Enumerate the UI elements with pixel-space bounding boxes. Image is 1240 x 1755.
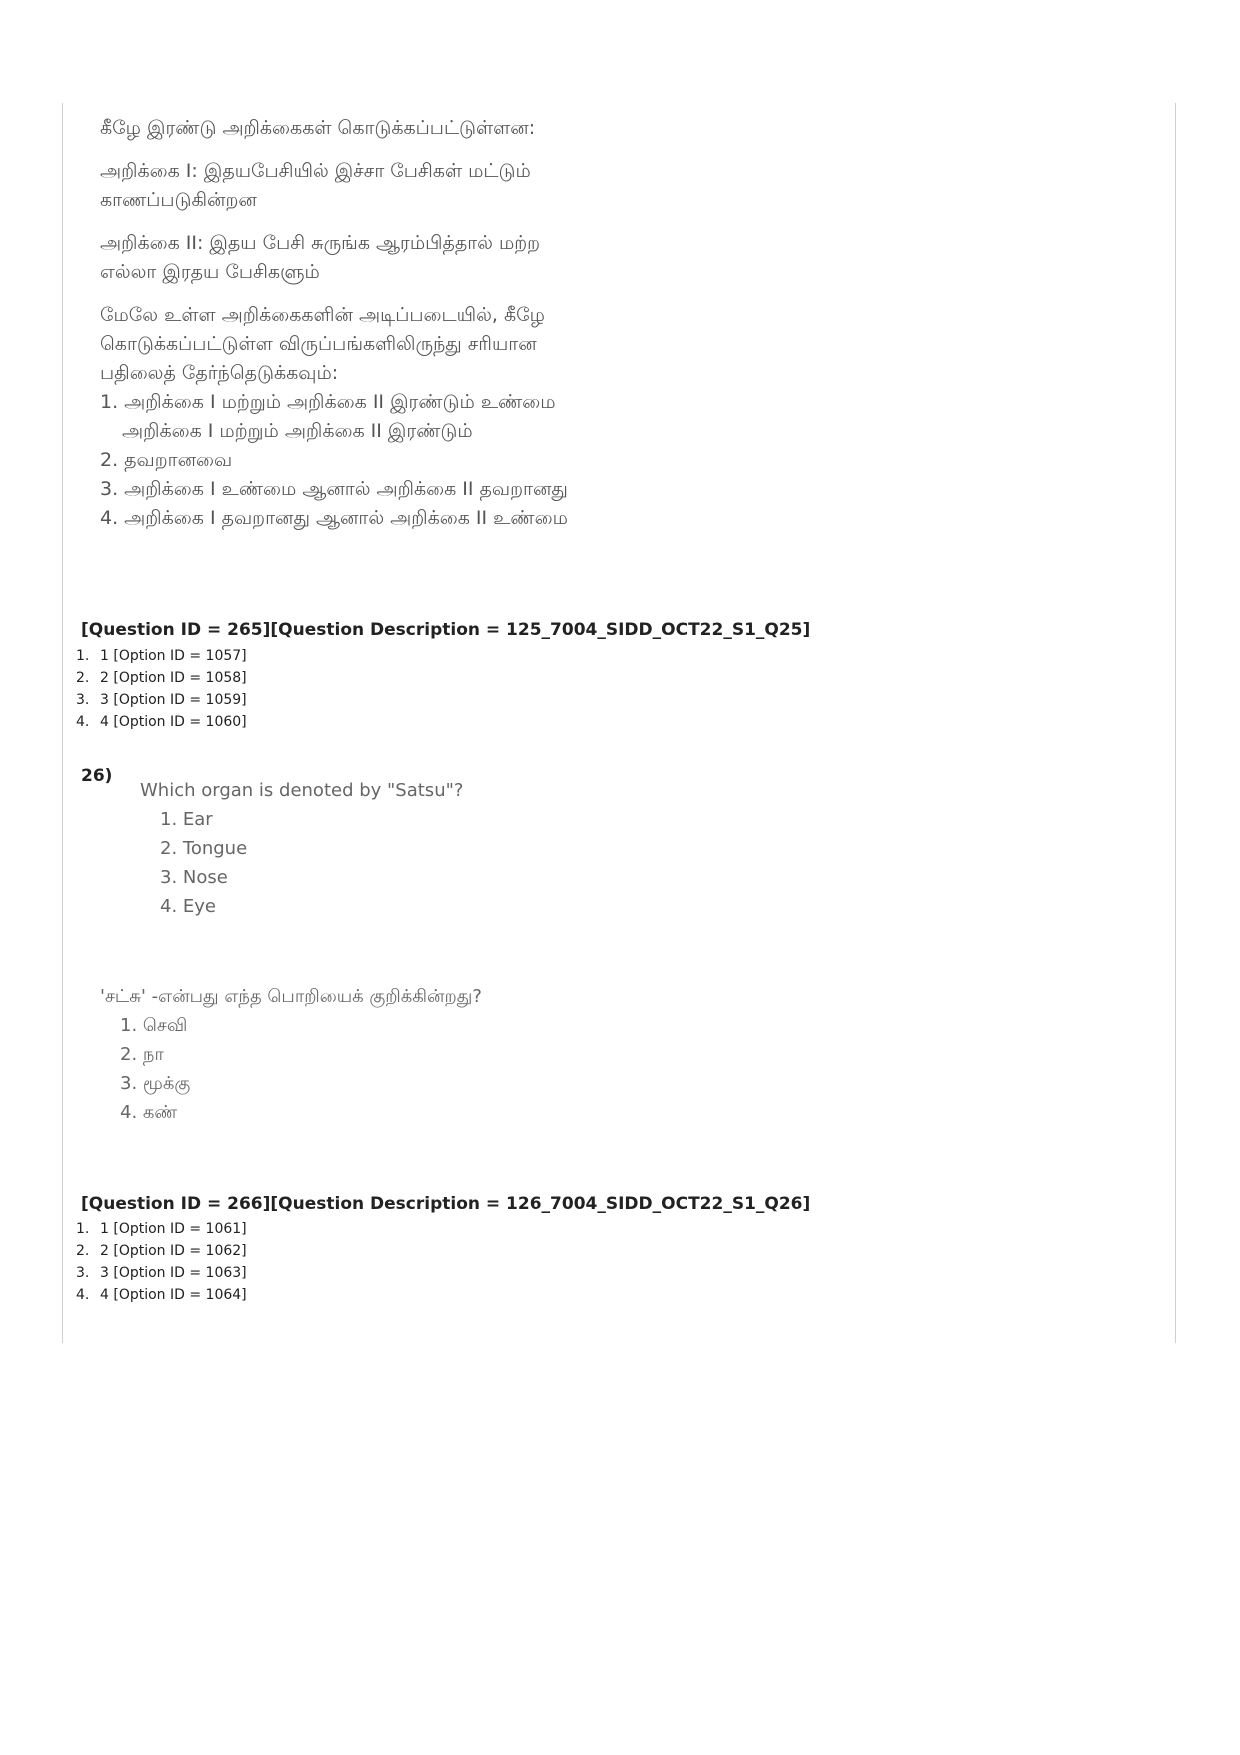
q26-english-choices bbox=[140, 805, 463, 921]
q26-meta: [Question ID = 266][Question Description = 126_7004_SIDD_OCT22_S1_Q26] bbox=[81, 1194, 811, 1214]
q25-option bbox=[76, 711, 247, 733]
q25-statement-1-line-1: அறிக்கை I: இதயபேசியில் இச்சா பேசிகள் மட்டும் bbox=[100, 160, 531, 182]
q25-choice: 1. அறிக்கை I மற்றும் அறிக்கை II இரண்டும் உண்மை bbox=[100, 391, 556, 413]
q26-tamil-choice: 4. கண் bbox=[120, 1102, 178, 1123]
option-number: 1. bbox=[76, 1221, 90, 1237]
q25-option bbox=[76, 667, 247, 689]
option-number: 3. bbox=[76, 692, 90, 708]
option-number: 4. bbox=[76, 714, 90, 730]
q26-tamil-block bbox=[100, 982, 482, 1127]
q25-statement-2 bbox=[100, 229, 568, 287]
option-number: 2. bbox=[76, 1243, 90, 1259]
q26-english-choice: 1. Ear bbox=[160, 809, 213, 830]
option-number: 2. bbox=[76, 670, 90, 686]
option-text: 3 [Option ID = 1059] bbox=[100, 692, 247, 708]
q25-statement-1-line-2: காணப்படுகின்றன bbox=[100, 189, 257, 211]
option-text: 2 [Option ID = 1062] bbox=[100, 1243, 247, 1259]
q26-option bbox=[76, 1240, 247, 1262]
q25-statement-2-line-1: அறிக்கை II: இதய பேசி சுருங்க ஆரம்பித்தால் மற்ற bbox=[100, 232, 541, 254]
q26-option bbox=[76, 1218, 247, 1240]
q26-tamil-question: 'சட்சு' -என்பது எந்த பொறியைக் குறிக்கின்றது? bbox=[100, 986, 482, 1007]
q25-choice: 4. அறிக்கை I தவறானது ஆனால் அறிக்கை II உண்மை bbox=[100, 507, 568, 529]
option-text: 4 [Option ID = 1064] bbox=[100, 1287, 247, 1303]
option-text: 4 [Option ID = 1060] bbox=[100, 714, 247, 730]
option-text: 2 [Option ID = 1058] bbox=[100, 670, 247, 686]
q25-instruction-line-1: மேலே உள்ள அறிக்கைகளின் அடிப்படையில், கீழே bbox=[100, 304, 545, 326]
q25-choices bbox=[100, 388, 568, 533]
option-number: 3. bbox=[76, 1265, 90, 1281]
q26-english-block bbox=[140, 776, 463, 921]
q26-english-choice: 2. Tongue bbox=[160, 838, 248, 859]
q25-question-block bbox=[100, 114, 568, 533]
q26-english-choice: 3. Nose bbox=[160, 867, 228, 888]
option-number: 4. bbox=[76, 1287, 90, 1303]
q26-tamil-choices bbox=[100, 1011, 482, 1127]
q26-option bbox=[76, 1262, 247, 1284]
q26-options bbox=[76, 1218, 247, 1306]
q26-english-choice: 4. Eye bbox=[160, 896, 216, 917]
q25-intro: கீழே இரண்டு அறிக்கைகள் கொடுக்கப்பட்டுள்ளன: bbox=[100, 117, 536, 139]
q26-option bbox=[76, 1284, 247, 1306]
q25-choice-wrap: அறிக்கை I மற்றும் அறிக்கை II இரண்டும் bbox=[122, 420, 473, 442]
option-text: 1 [Option ID = 1061] bbox=[100, 1221, 247, 1237]
q25-choice: 3. அறிக்கை I உண்மை ஆனால் அறிக்கை II தவறானது bbox=[100, 478, 568, 500]
q25-meta: [Question ID = 265][Question Description = 125_7004_SIDD_OCT22_S1_Q25] bbox=[81, 620, 811, 640]
q25-option bbox=[76, 645, 247, 667]
option-text: 3 [Option ID = 1063] bbox=[100, 1265, 247, 1281]
q25-instruction-line-3: பதிலைத் தேர்ந்தெடுக்கவும்: bbox=[100, 362, 339, 384]
option-text: 1 [Option ID = 1057] bbox=[100, 648, 247, 664]
q25-option bbox=[76, 689, 247, 711]
q25-statement-2-line-2: எல்லா இரதய பேசிகளும் bbox=[100, 261, 320, 283]
q26-english-question: Which organ is denoted by "Satsu"? bbox=[140, 780, 464, 801]
q25-instruction-line-2: கொடுக்கப்பட்டுள்ள விருப்பங்களிலிருந்து சரியான bbox=[100, 333, 537, 355]
q26-tamil-choice: 3. மூக்கு bbox=[120, 1073, 191, 1094]
option-number: 1. bbox=[76, 648, 90, 664]
q25-options bbox=[76, 645, 247, 733]
q25-statement-1 bbox=[100, 157, 568, 215]
q26-tamil-choice: 2. நா bbox=[120, 1044, 164, 1065]
q25-choice: 2. தவறானவை bbox=[100, 449, 233, 471]
q25-instruction bbox=[100, 301, 568, 388]
q26-number: 26) bbox=[81, 766, 113, 786]
q26-tamil-choice: 1. செவி bbox=[120, 1015, 188, 1036]
